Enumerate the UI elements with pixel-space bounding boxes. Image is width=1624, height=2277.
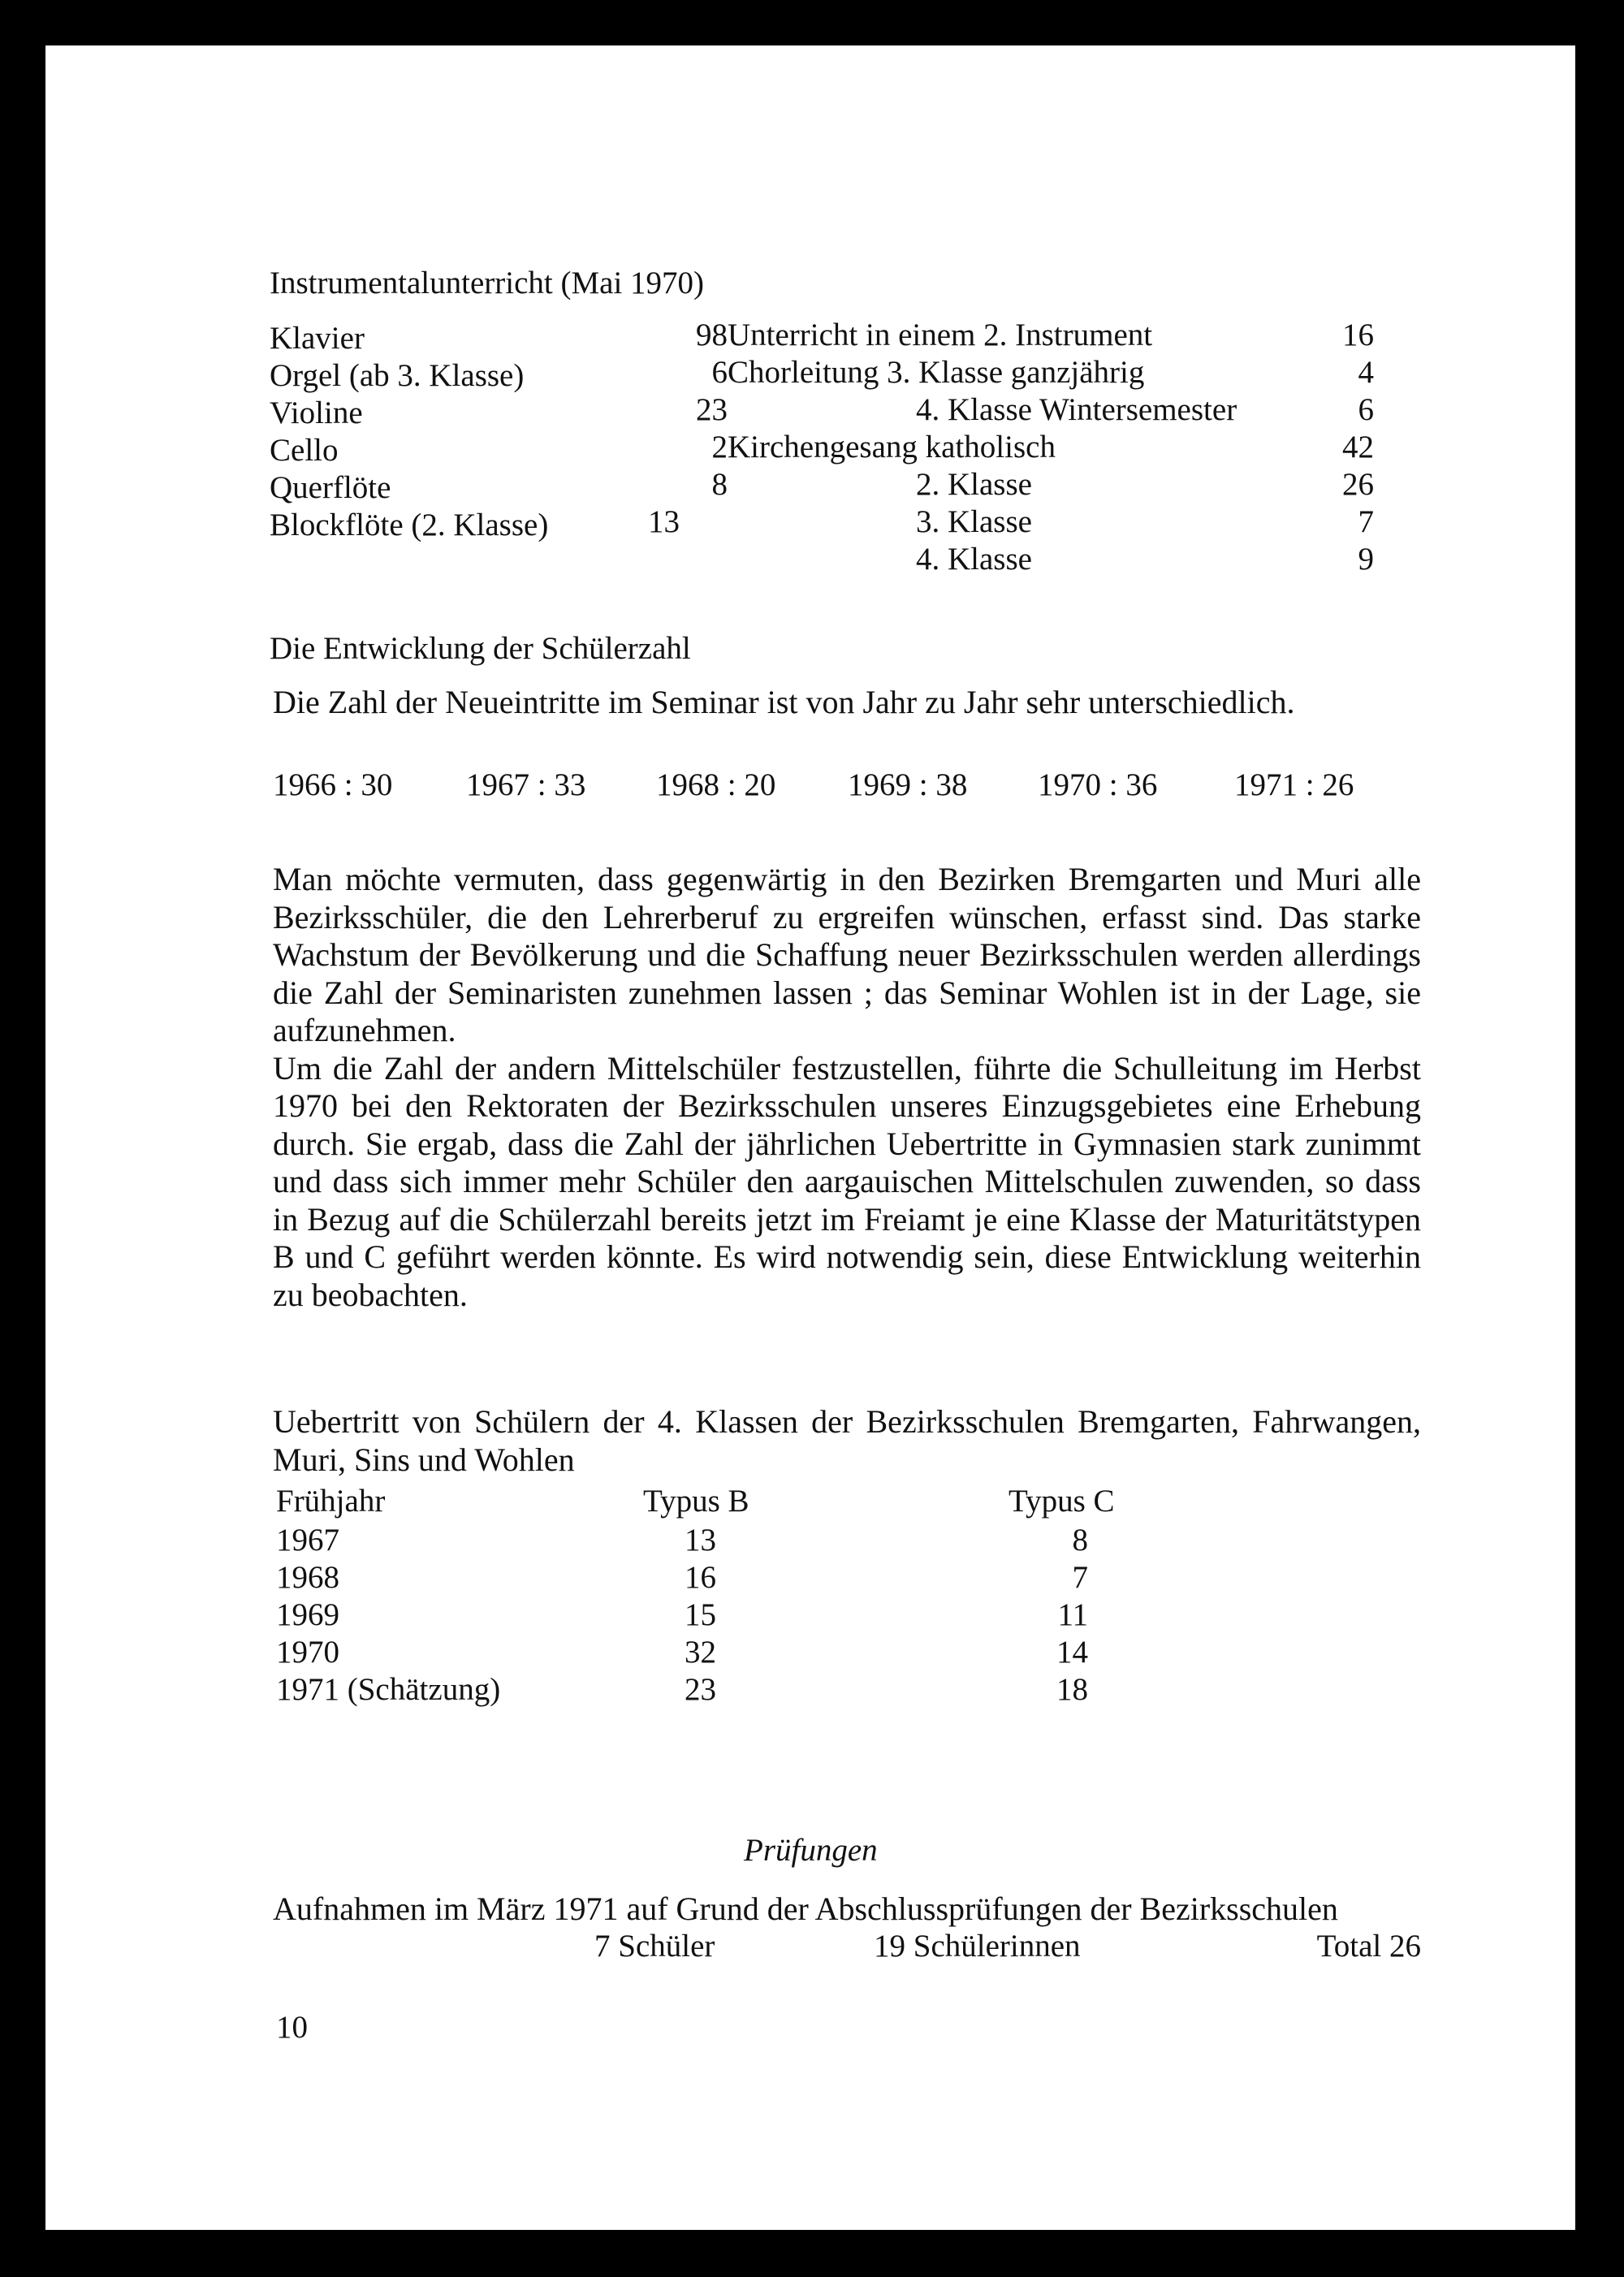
instrument-count: 16 [1342,318,1374,352]
instrument-count: 8 [711,467,728,502]
instrument-count: 6 [1358,392,1374,427]
instrument-count: 23 [696,392,728,427]
table-cell-typus-b: 23 [685,1672,716,1707]
instrument-label: Violine [270,395,363,430]
enrollment-count: 38 [935,767,968,802]
year: 1971 [1234,767,1298,802]
enrollment-count: 20 [744,767,776,802]
transfer-heading: Uebertritt von Schülern der 4. Klassen der Bezirksschulen Bremgarten, Fahrwangen, Muri, Sins und Wohlen [273,1403,1421,1478]
paragraph-text: Um die Zahl der andern Mittelschüler festzustellen, führte die Schulleitung im Herbst 1970 bei den Rektoraten der Bezirksschulen unseres Einzugsgebietes eine Erhebung durch. Sie ergab, dass die Zahl der jährlichen Uebertritte in Gymnasien stark zunimmt und dass sich immer mehr Schüler den aargauischen Mittelschulen zuwenden, so dass in Bezug auf die Schülerzahl bereits jetzt im Freiamt je eine Klasse der Maturitätstypen B und C geführt werden könnte. Es wird notwendig sein, diese Entwicklung weiterhin zu beobachten. [273,1049,1421,1313]
year: 1968 [656,767,719,802]
exams-heading: Prüfungen [744,1833,878,1868]
enrollment-year-item: 1971 : 26 [1234,767,1354,802]
table-cell-typus-b: 15 [685,1597,716,1632]
enrollment-count: 33 [554,767,586,802]
instrument-count: 2 [711,430,728,464]
instrument-count: 13 [648,504,680,539]
year: 1970 [1038,767,1101,802]
enrollment-count: 36 [1125,767,1158,802]
table-cell-typus-c: 14 [1056,1635,1088,1670]
column-header: Frühjahr [276,1484,386,1519]
table-cell-typus-c: 11 [1057,1597,1088,1632]
paragraph-text: Man möchte vermuten, dass gegenwärtig in den Bezirken Bremgarten und Muri alle Bezirksschüler, die den Lehrerberuf zu ergreifen wünschen, erfasst sind. Das starke Wachstum der Bevölkerung und die Schaffung neuer Bezirksschulen werden allerdings die Zahl der Seminaristen zunehmen lassen ; das Seminar Wohlen ist in der Lage, sie aufzunehmen. [273,861,1421,1048]
exams-text: Aufnahmen im März 1971 auf Grund der Abschlussprüfungen der Bezirksschulen [273,1890,1338,1927]
instrument-label: Cello [270,433,339,468]
instrument-count: 4 [1358,355,1374,390]
document-page [45,45,1575,2230]
instrument-label: Klavier [270,321,365,356]
table-cell-typus-b: 13 [685,1523,716,1558]
instrument-label: 2. Klasse [916,467,1032,502]
instrument-count: 9 [1358,542,1374,577]
enrollment-count: 26 [1322,767,1354,802]
table-cell-year: 1967 [276,1523,339,1558]
enrollment-year-item: 1966 : 30 [273,767,393,802]
instrumental-heading: Instrumentalunterricht (Mai 1970) [270,266,705,300]
instrument-count: 6 [711,355,728,390]
instrument-label: Chorleitung 3. Klasse ganzjährig [728,355,1145,390]
table-cell-year: 1970 [276,1635,339,1670]
enrollment-year-item: 1968 : 20 [656,767,776,802]
instrument-label: 4. Klasse [916,542,1032,577]
table-cell-typus-c: 8 [1072,1523,1088,1558]
instrument-label: Kirchengesang katholisch [728,430,1056,464]
development-heading: Die Entwicklung der Schülerzahl [270,631,691,666]
instrument-count: 7 [1358,504,1374,539]
enrollment-year-item: 1970 : 36 [1038,767,1158,802]
column-header: Typus B [643,1484,749,1519]
table-cell-year: 1969 [276,1597,339,1632]
enrollment-count: 30 [361,767,393,802]
instrument-count: 42 [1342,430,1374,464]
table-cell-typus-b: 16 [685,1560,716,1595]
year: 1966 [273,767,336,802]
development-paragraph [273,861,1421,1314]
year: 1969 [848,767,911,802]
instrument-label: Unterricht in einem 2. Instrument [728,318,1153,352]
table-cell-year: 1968 [276,1560,339,1595]
enrollment-year-item: 1967 : 33 [466,767,586,802]
instrument-label: 3. Klasse [916,504,1032,539]
exams-girls: 19 Schülerinnen [874,1929,1081,1964]
table-cell-typus-c: 7 [1072,1560,1088,1595]
instrument-label: Querflöte [270,470,391,505]
page-number: 10 [276,2010,308,2045]
enrollment-year-item: 1969 : 38 [848,767,968,802]
instrument-label: Orgel (ab 3. Klasse) [270,358,525,393]
instrument-label: 4. Klasse Wintersemester [916,392,1237,427]
year: 1967 [466,767,529,802]
development-intro: Die Zahl der Neueintritte im Seminar ist von Jahr zu Jahr sehr unterschiedlich. [273,684,1295,720]
table-cell-typus-c: 18 [1056,1672,1088,1707]
table-cell-typus-b: 32 [685,1635,716,1670]
instrument-label: Blockflöte (2. Klasse) [270,508,549,542]
table-cell-year: 1971 (Schätzung) [276,1672,501,1707]
instrument-count: 98 [696,318,728,352]
instrument-count: 26 [1342,467,1374,502]
exams-boys: 7 Schüler [594,1929,715,1964]
exams-total: Total 26 [1316,1929,1421,1964]
column-header: Typus C [1009,1484,1115,1519]
